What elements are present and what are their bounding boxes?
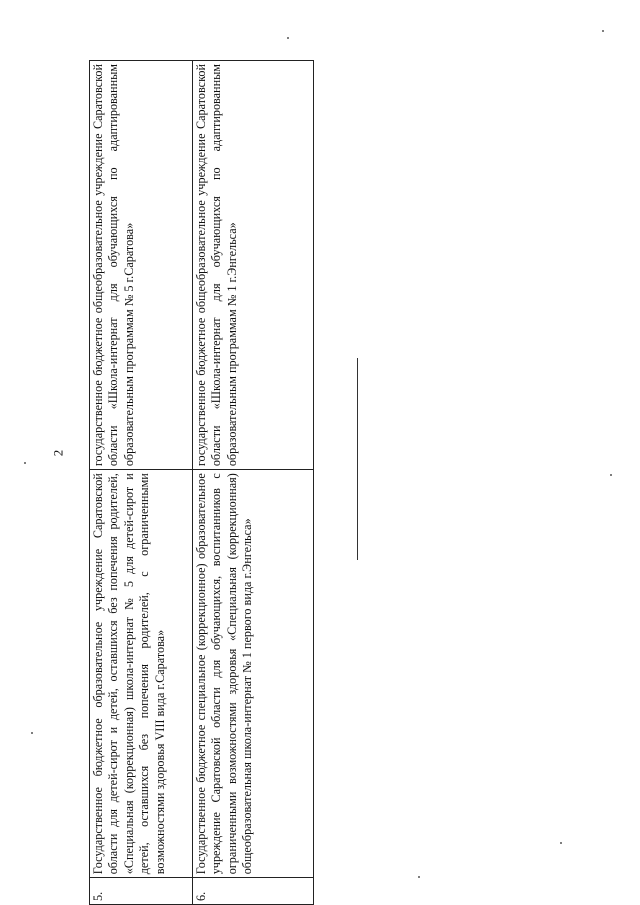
new-name-cell: государственное бюджетное общеобразовательное учреждение Саратовской области «Школа-интернат для обучающихся по адаптированным образовательным программам № 5 г.Саратова»	[90, 61, 193, 470]
old-name-cell: Государственное бюджетное образовательное учреждение Саратовской области для детей-сирот и детей, оставшихся без попечения родителей, «Специальная (коррекционная) школа-интернат № 5 для детей-сирот и детей, оставшихся без попечения родителей, с ограниченными возможностями здоровья VIII вида г.Саратова»	[90, 470, 193, 878]
closing-divider-line	[357, 358, 358, 560]
institutions-table	[89, 60, 314, 905]
scan-speck	[602, 30, 604, 32]
scan-speck	[24, 462, 26, 464]
scan-speck	[287, 37, 289, 39]
scan-speck	[560, 842, 562, 844]
scan-speck	[418, 876, 420, 878]
table-row	[90, 61, 193, 905]
row-number-cell: 5.	[90, 878, 193, 905]
table-row	[193, 61, 314, 905]
new-name-cell: государственное бюджетное общеобразовательное учреждение Саратовской области «Школа-интернат для обучающихся по адаптированным образовательным программам № 1 г.Энгельса»	[193, 61, 314, 470]
row-number-cell: 6.	[193, 878, 314, 905]
scan-speck	[31, 732, 33, 734]
page-number: 2	[50, 449, 66, 457]
scan-speck	[610, 474, 612, 476]
old-name-cell: Государственное бюджетное специальное (коррекционное) образовательное учреждение Саратовской области для обучающихся, воспитанников с ограниченными возможностями здоровья «Специальная (коррекционная) общеобразовательная школа-интернат № 1 первого вида г.Энгельса»	[193, 470, 314, 878]
